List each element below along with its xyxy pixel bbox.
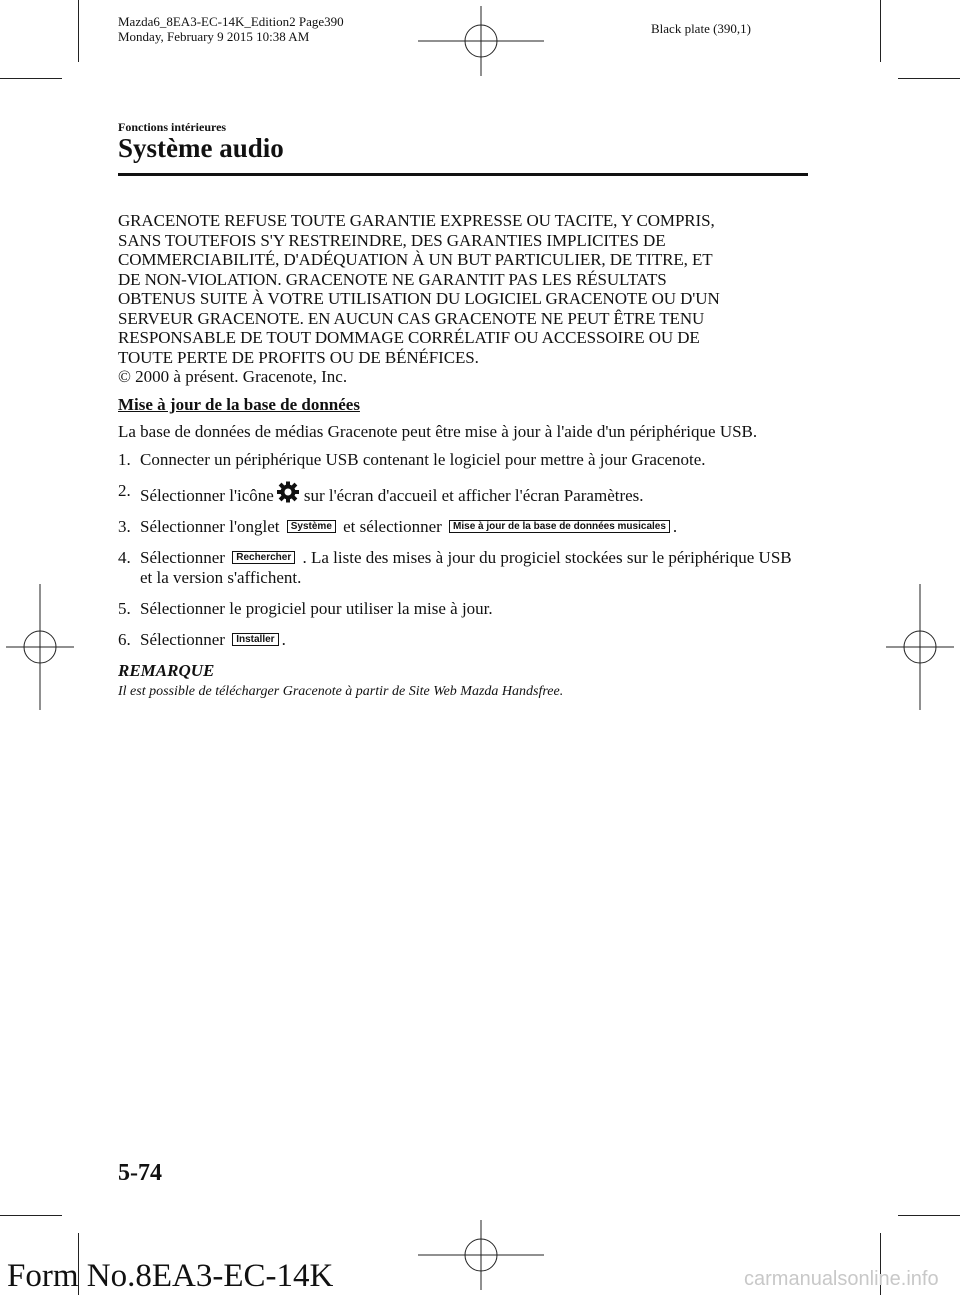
step-2 [118,481,808,506]
title-rule [118,173,808,176]
form-number: Form No.8EA3-EC-14K [7,1258,334,1294]
note-text: Il est possible de télécharger Gracenote à partir de Site Web Mazda Handsfree. [118,683,564,699]
system-tab-button[interactable]: Système [287,520,336,533]
main-content [118,211,808,700]
crop-mark [0,1215,62,1216]
step-text: . [672,516,678,536]
intro-paragraph: La base de données de médias Gracenote peut être mise à jour à l'aide d'un périphérique USB. [118,421,758,441]
disclaimer-line: OBTENUS SUITE À VOTRE UTILISATION DU LOGICIEL GRACENOTE OU D'UN [118,289,720,308]
step-text: et sélectionner [343,516,442,536]
music-database-update-button[interactable]: Mise à jour de la base de données musicales [449,520,670,533]
step-number: 5. [118,598,131,618]
copyright-notice: © 2000 à présent. Gracenote, Inc. [118,367,348,386]
crop-mark [898,1215,960,1216]
step-6 [118,630,808,650]
step-5 [118,599,808,619]
page-title: Système audio [118,133,284,163]
crop-mark [0,78,62,79]
disclaimer-line: SANS TOUTEFOIS S'Y RESTREINDRE, DES GARANTIES IMPLICITES DE [118,230,666,250]
step-number: 4. [118,547,131,567]
disclaimer-line: TOUTE PERTE DE PROFITS OU DE BÉNÉFICES. [118,347,479,367]
section-label: Fonctions intérieures [118,120,227,134]
disclaimer-line: GRACENOTE REFUSE TOUTE GARANTIE EXPRESSE OU TACITE, Y COMPRIS, [118,211,715,230]
print-meta [118,14,344,44]
step-number: 2. [118,480,131,500]
disclaimer [118,211,808,367]
step-text: Sélectionner le progiciel pour utiliser la mise à jour. [140,598,493,618]
watermark: carmanualsonline.info [744,1268,939,1290]
crop-mark [78,0,79,62]
disclaimer-line: RESPONSABLE DE TOUT DOMMAGE CORRÉLATIF OU ACCESSOIRE OU DE [118,328,700,347]
step-1 [118,450,808,470]
registration-mark-bottom [418,1220,544,1290]
step-number: 6. [118,629,131,649]
gear-icon [276,481,300,503]
page-number: 5-74 [118,1160,162,1186]
registration-mark-top [418,6,544,76]
step-number: 3. [118,516,131,536]
step-4 [118,548,808,588]
step-text: Connecter un périphérique USB contenant le logiciel pour mettre à jour Gracenote. [140,449,706,469]
step-text: sur l'écran d'accueil et afficher l'écran Paramètres. [303,485,644,505]
crop-mark [898,78,960,79]
step-number: 1. [118,449,131,469]
subheading-database-update: Mise à jour de la base de données [118,394,360,414]
registration-mark-right [886,584,954,710]
disclaimer-line: SERVEUR GRACENOTE. EN AUCUN CAS GRACENOTE NE PEUT ÊTRE TENU [118,308,705,328]
registration-mark-left [6,584,74,710]
crop-mark [880,0,881,62]
steps-list [118,450,808,650]
disclaimer-line: DE NON-VIOLATION. GRACENOTE NE GARANTIT PAS LES RÉSULTATS [118,269,667,289]
install-button[interactable]: Installer [232,633,278,646]
step-text: Sélectionner [140,629,225,649]
print-date-line: Monday, February 9 2015 10:38 AM [118,29,310,44]
step-text: . La liste des mises à jour du progiciel stockées sur le périphérique USB et la version s'affichent. [140,547,792,587]
print-file-line: Mazda6_8EA3-EC-14K_Edition2 Page390 [118,14,344,29]
disclaimer-line: COMMERCIABILITÉ, D'ADÉQUATION À UN BUT PARTICULIER, DE TITRE, ET [118,250,713,269]
step-3 [118,517,808,537]
search-button[interactable]: Rechercher [232,551,295,564]
step-text: . [281,629,286,649]
note-label: REMARQUE [118,660,215,680]
step-text: Sélectionner l'onglet [140,516,280,536]
step-text: Sélectionner [140,547,225,567]
step-text: Sélectionner l'icône [140,485,274,505]
black-plate-label: Black plate (390,1) [651,21,751,36]
